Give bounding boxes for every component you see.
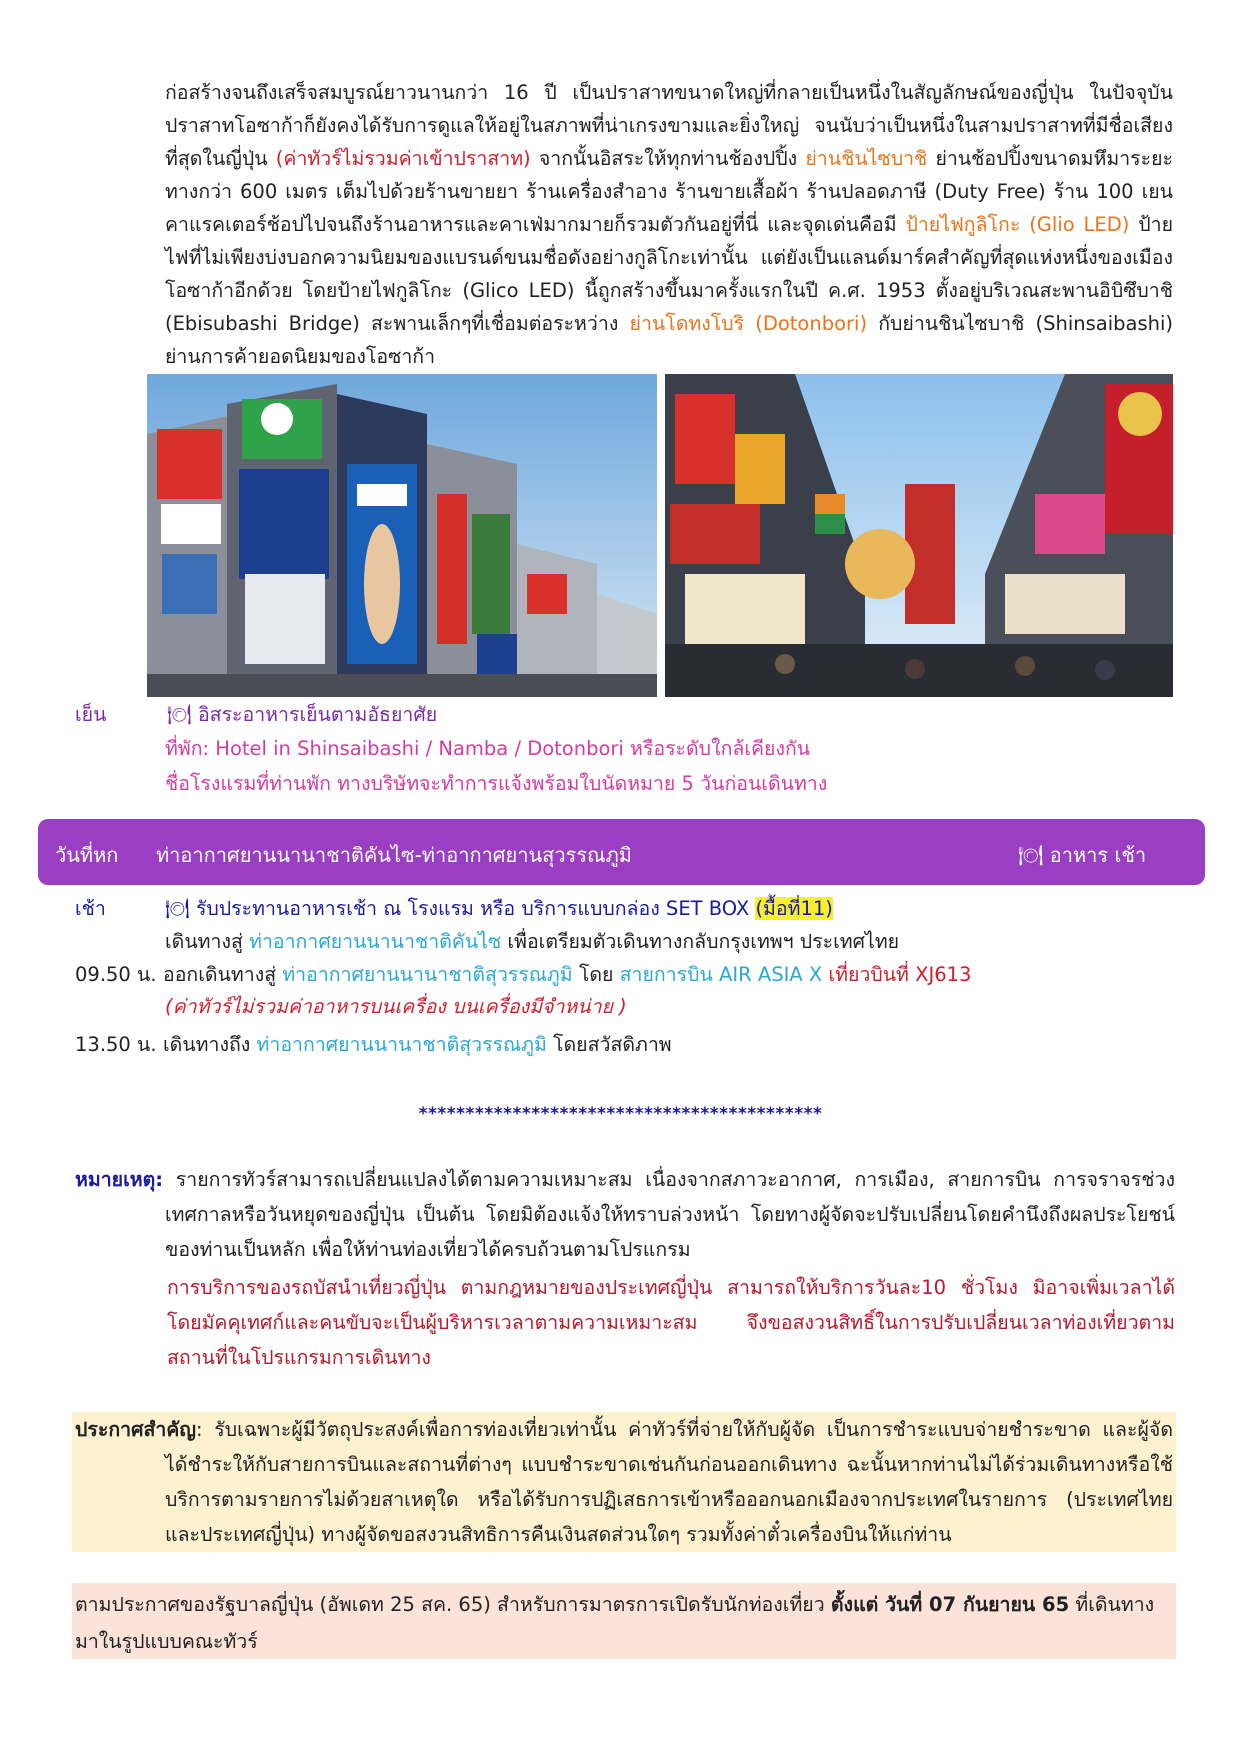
remarks-label: หมายเหตุ: [75, 1168, 164, 1191]
airline-name: สายการบิน AIR ASIA X [619, 963, 823, 986]
departure-time: 09.50 น. [75, 963, 157, 986]
glico-billboards-photo [147, 374, 657, 697]
dinner-text: 🍽 อิสระอาหารเย็นตามอัธยาศัย [167, 703, 438, 726]
remarks-block: หมายเหตุ: รายการทัวร์สามารถเปลี่ยนแปลงได้ตามความเหมาะสม เนื่องจากสภาวะอากาศ, การเมือง, สายการบิน การจราจรช่วงเทศกาลหรือวันหยุดของญี่ปุ่น เป็นต้น โดยมิต้องแจ้งให้ทราบล่วงหน้า โดยทางผู้จัดจะปรับเปลี่ยนโดยคำนึงถึงผลประโยชน์ของท่านเป็นหลัก เพื่อให้ท่านท่องเที่ยวได้ครบถ้วนตามโปรแกรม [75, 1168, 1175, 1261]
glico-sign-text: ป้ายไฟกูลิโกะ (Glio LED) [905, 213, 1130, 236]
travel-to-airport: เดินทางสู่ ท่าอากาศยานนานาชาติคันไซ เพื่อเตรียมตัวเดินทางกลับกรุงเทพฯ ประเทศไทย [165, 930, 900, 953]
hotel-text: ที่พัก: Hotel in Shinsaibashi / Namba / Dotonbori หรือระดับใกล้เคียงกัน [165, 737, 811, 760]
arrival-text: เดินทางถึง ท่าอากาศยานนานาชาติสุวรรณภูมิ โดยสวัสดิภาพ [163, 1033, 672, 1056]
dotonbori-street-photo [665, 374, 1173, 697]
meal-badge: 🍽 อาหาร เช้า [1018, 843, 1147, 867]
shinsaibashi-link: ย่านชินไซบาชิ [805, 147, 928, 170]
intro-paragraph: ก่อสร้างจนถึงเสร็จสมบูรณ์ยาวนานกว่า 16 ปี เป็นปราสาทขนาดใหญ่ที่กลายเป็นหนึ่งในสัญลักษณ์ของญี่ปุ่น ในปัจจุบัน ปราสาทโอซาก้าก็ยังคงได้รับการดูแลให้อยู่ในสภาพที่น่าเกรงขามและยิ่งใหญ่ จนนับว่าเป็นหนึ่งในสามปราสาทที่มีชื่อเสียงที่สุดในญี่ปุ่น (ค่าทัวร์ไม่รวมค่าเข้าปราสาท) จากนั้นอิสระให้ทุกท่านช้องปปิ้ง ย่านชินไซบาชิ ย่านช้อปปิ้งขนาดมหึมาระยะทางกว่า 600 เมตร เต็มไปด้วยร้านขายยา ร้านเครื่องสำอาง ร้านขายเสื้อผ้า ร้านปลอดภาษี (Duty Free) ร้าน 100 เยน คาแรคเตอร์ช้อปไปจนถึงร้านอาหารและคาเฟ่มากมายก็รวมตัวกันอยู่ที่นี่ และจุดเด่นคือมี ป้ายไฟกูลิโกะ (Glio LED) ป้ายไฟที่ไม่เพียงบ่งบอกความนิยมของแบรนด์ขนมชื่อดังอย่างกูลิโกะเท่านั้น แต่ยังเป็นแลนด์มาร์คสำคัญที่สุดแห่งหนึ่งของเมืองโอซาก้าอีกด้วย โดยป้ายไฟกูลิโกะ (Glico LED) นี้ถูกสร้างขึ้นมาครั้งแรกในปี ค.ศ. 1953 ตั้งอยู่บริเวณสะพานอิบิซึบาชิ (Ebisubashi Bridge) สะพานเล็กๆที่เชื่อมต่อระหว่าง ย่านโดทงโบริ (Dotonbori) กับย่านชินไซบาชิ (Shinsaibashi) ย่านการค้ายอดนิยมของโอซาก้า [165, 81, 1174, 368]
departure-text: ออกเดินทางสู่ ท่าอากาศยานนานาชาติสุวรรณภูมิ โดย สายการบิน AIR ASIA X เที่ยวบินที่ XJ613 [163, 963, 972, 986]
day-six-header [38, 819, 1205, 885]
morning-label: เช้า [75, 897, 106, 920]
day-label: วันที่หก [55, 843, 119, 867]
announcement-text: ประกาศสำคัญ: รับเฉพาะผู้มีวัตถุประสงค์เพื่อการท่องเที่ยวเท่านั้น ค่าทัวร์ที่จ่ายให้กับผู้จัด เป็นการชำระแบบจ่ายชำระขาด และผู้จัดได้ชำระให้กับสายการบินและสถานที่ต่างๆ แบบชำระขาดเช่นกันก่อนออกเดินทาง ฉะนั้นหากท่านไม่ได้ร่วมเดินทางหรือใช้บริการตามรายการไม่ด้วยสาเหตุใด หรือได้รับการปฏิเสธการเข้าหรือออกนอกเมืองจากประเทศในรายการ (ประเทศไทยและประเทศญี่ปุ่น) ทางผู้จัดขอสงวนสิทธิการคืนเงินสดส่วนใดๆ รวมทั้งค่าตั๋วเครื่องบินให้แก่ท่าน [75, 1418, 1173, 1546]
hotel-notice: ชื่อโรงแรมที่ท่านพัก ทางบริษัทจะทำการแจ้งพร้อมใบนัดหมาย 5 วันก่อนเดินทาง [165, 772, 828, 795]
flight-number: เที่ยวบินที่ XJ613 [822, 963, 972, 986]
route-label: ท่าอากาศยานนานาชาติคันไซ-ท่าอากาศยานสุวรรณภูมิ [156, 843, 632, 867]
evening-label: เย็น [75, 703, 107, 726]
breakfast-text: 🍽 รับประทานอาหารเช้า ณ โรงแรม หรือ บริการแบบกล่อง SET BOX (มื้อที่11) [165, 897, 833, 920]
bus-service-note: การบริการของรถบัสนำเที่ยวญี่ปุ่น ตามกฎหมายของประเทศญี่ปุ่น สามารถให้บริการวันละ10 ชั่วโมง มิอาจเพิ่มเวลาได้ โดยมัคคุเทศก์และคนขับจะเป็นผู้บริหารเวลาตามความเหมาะสม จึงขอสงวนสิทธิ์ในการปรับเปลี่ยนเวลาท่องเที่ยวตามสถานที่ในโปรแกรมการเดินทาง [167, 1276, 1175, 1369]
dotonbori-text: ย่านโดทงโบริ (Dotonbori) [629, 312, 868, 335]
meal-number: (มื้อที่11) [755, 897, 833, 920]
gov-notice-text: ตามประกาศของรัฐบาลญี่ปุ่น (อัพเดท 25 สค. 65) สำหรับการมาตรการเปิดรับนักท่องเที่ยว ตั้งแต่ วันที่ 07 กันยายน 65 ที่เดินทางมาในรูปแบบคณะทัวร์ [75, 1593, 1155, 1653]
separator-stars: ******************************************* [418, 1104, 823, 1124]
inflight-meal-note: (ค่าทัวร์ไม่รวมค่าอาหารบนเครื่อง บนเครื่องมีจำหน่าย ) [165, 995, 627, 1018]
announcement-label: ประกาศสำคัญ [75, 1418, 196, 1441]
arrival-time: 13.50 น. [75, 1033, 157, 1056]
castle-fee-note: (ค่าทัวร์ไม่รวมค่าเข้าปราสาท) [275, 147, 531, 170]
